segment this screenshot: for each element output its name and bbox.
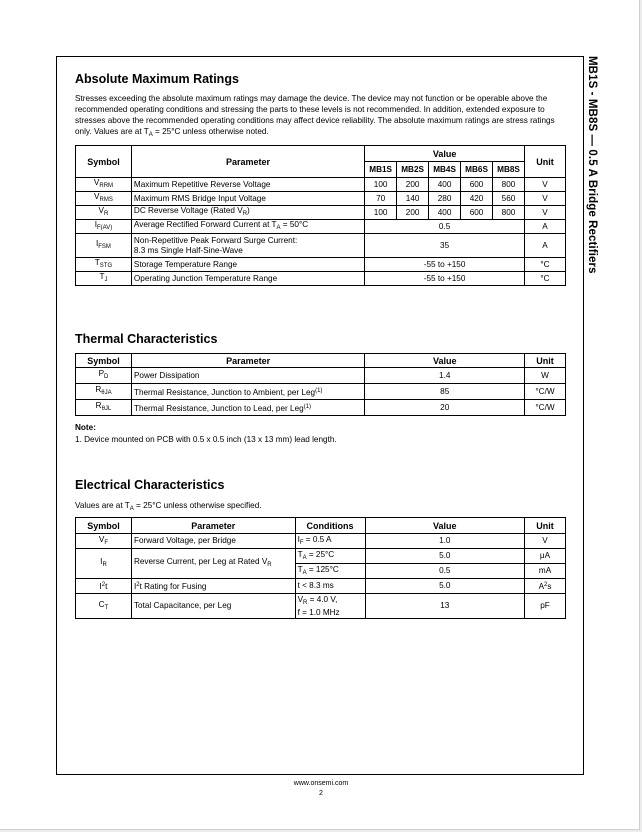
thermal-note-text: 1. Device mounted on PCB with 0.5 x 0.5 inch (13 x 13 mm) lead length. xyxy=(75,435,337,444)
table-cell: W xyxy=(525,368,566,384)
cell-text: = 4.0 V, xyxy=(307,594,338,604)
abs-intro-text: Stresses exceeding the absolute maximum ratings may damage the device. The device may not function or be operable above the recommended operating conditions and stressing the parts to these levels is not recommended. In addition, extended exposure to stresses above the recommended operating conditions may affect device reliability. The absolute maximum ratings are stress ratings only. Values are at xyxy=(75,94,555,136)
table-cell xyxy=(131,220,364,234)
table-cell xyxy=(131,579,295,594)
cell-text: A xyxy=(538,582,545,591)
elec-h-symbol: Symbol xyxy=(76,518,132,534)
cell-text: T xyxy=(297,564,303,574)
cell-text: F xyxy=(299,539,304,546)
cell-text: = 50°C xyxy=(280,220,309,229)
table-cell xyxy=(131,400,364,416)
footer-site: www.onsemi.com xyxy=(293,780,349,787)
cell-text: Non-Repetitive Peak Forward Surge Current: xyxy=(133,235,298,245)
thermal-table xyxy=(75,353,566,416)
thermal-h-value: Value xyxy=(365,354,525,368)
table-cell: °C/W xyxy=(525,384,566,400)
cell-text: D xyxy=(104,374,109,380)
elec-row-i2t xyxy=(76,579,566,594)
abs-part-5: MB8S xyxy=(493,162,525,178)
elec-h-conditions: Conditions xyxy=(295,518,365,534)
cell-text: F xyxy=(104,539,109,546)
cell-text: t Rating for Fusing xyxy=(139,582,207,591)
abs-intro-ta-sub: A xyxy=(148,132,153,138)
abs-row-vrrm xyxy=(76,178,566,192)
table-cell xyxy=(76,594,132,619)
footer-page-number: 2 xyxy=(319,790,323,797)
abs-row-ifav xyxy=(76,220,566,234)
table-cell: 5.0 xyxy=(365,549,525,564)
cell-text: RMS xyxy=(99,197,113,203)
table-cell: V xyxy=(525,192,566,206)
table-cell: 800 xyxy=(493,178,525,192)
abs-param: Maximum Repetitive Reverse Voltage xyxy=(131,178,364,192)
elec-h-value: Value xyxy=(365,518,525,534)
abs-row-tstg xyxy=(76,258,566,272)
table-cell: Forward Voltage, per Bridge xyxy=(131,534,295,549)
cell-text: R xyxy=(104,211,109,217)
table-cell: -55 to +150 xyxy=(365,272,525,286)
cell-text: Thermal Resistance, Junction to Ambient, per Leg xyxy=(133,387,316,397)
table-cell: t < 8.3 ms xyxy=(295,579,365,594)
table-cell xyxy=(76,220,132,234)
table-cell: V xyxy=(525,178,566,192)
table-cell: 100 xyxy=(365,206,397,220)
cell-text: = 125°C xyxy=(306,564,339,574)
cell-text: F(AV) xyxy=(96,225,113,231)
table-cell: Storage Temperature Range xyxy=(131,258,364,272)
table-cell xyxy=(295,564,365,579)
elec-row-vf xyxy=(76,534,566,549)
abs-part-3: MB4S xyxy=(429,162,461,178)
table-cell: mA xyxy=(525,564,566,579)
thermal-row-rja xyxy=(76,384,566,400)
table-cell xyxy=(76,272,132,286)
table-cell: 200 xyxy=(397,206,429,220)
table-cell: Total Capacitance, per Leg xyxy=(131,594,295,619)
cell-text: f = 1.0 MHz xyxy=(297,607,340,617)
cell-text: P xyxy=(98,369,105,378)
table-cell xyxy=(76,579,132,594)
cell-text: ) xyxy=(247,206,250,215)
thermal-h-symbol: Symbol xyxy=(76,354,132,368)
cell-text: T xyxy=(94,258,100,267)
table-cell: A xyxy=(525,234,566,258)
abs-part-1: MB1S xyxy=(365,162,397,178)
abs-row-vrms xyxy=(76,192,566,206)
cell-text: STG xyxy=(99,263,113,269)
table-cell: 140 xyxy=(397,192,429,206)
abs-intro-end: = 25°C unless otherwise noted. xyxy=(152,127,269,136)
table-cell xyxy=(76,258,132,272)
table-cell: 800 xyxy=(493,206,525,220)
abs-h-parameter: Parameter xyxy=(131,146,364,178)
table-cell xyxy=(76,234,132,258)
thermal-row-pd xyxy=(76,368,566,384)
cell-text: A xyxy=(276,225,281,231)
table-cell xyxy=(76,192,132,206)
table-cell xyxy=(76,534,132,549)
sidebar-title-text: MB1S - MB8S — 0.5 A Bridge Rectifiers xyxy=(586,56,598,274)
thermal-h-unit: Unit xyxy=(525,354,566,368)
cell-text: Thermal Resistance, Junction to Lead, per Leg xyxy=(133,403,304,413)
cell-text: A xyxy=(302,554,307,561)
elec-h-unit: Unit xyxy=(525,518,566,534)
cell-text: T xyxy=(104,604,109,611)
cell-text: 2 xyxy=(544,582,548,588)
abs-intro-ta: T xyxy=(143,127,149,136)
cell-text: R xyxy=(242,211,248,217)
abs-row-vr xyxy=(76,206,566,220)
table-cell: 70 xyxy=(365,192,397,206)
table-cell: 400 xyxy=(429,178,461,192)
thermal-title: Thermal Characteristics xyxy=(75,332,218,346)
table-cell xyxy=(76,549,132,579)
abs-intro xyxy=(75,93,566,141)
table-cell: V xyxy=(525,534,566,549)
thermal-h-parameter: Parameter xyxy=(131,354,364,368)
sidebar-title xyxy=(584,56,610,456)
abs-part-4: MB6S xyxy=(461,162,493,178)
table-cell: A xyxy=(525,220,566,234)
table-cell: 13 xyxy=(365,594,525,619)
thermal-row-rjl xyxy=(76,400,566,416)
table-cell: 200 xyxy=(397,178,429,192)
abs-part-2: MB2S xyxy=(397,162,429,178)
abs-row-ifsm xyxy=(76,234,566,258)
cell-text: 8.3 ms Single Half-Sine-Wave xyxy=(133,245,243,255)
elec-row-ir-1 xyxy=(76,549,566,564)
table-cell: 1.0 xyxy=(365,534,525,549)
table-cell: 400 xyxy=(429,206,461,220)
table-cell xyxy=(76,400,132,416)
cell-text: DC Reverse Voltage (Rated V xyxy=(133,206,243,215)
abs-h-unit: Unit xyxy=(525,146,566,178)
cell-text: 2 xyxy=(101,582,106,588)
table-cell: 1.4 xyxy=(365,368,525,384)
abs-row-tj xyxy=(76,272,566,286)
cell-text: C xyxy=(98,599,105,609)
table-cell: °C xyxy=(525,258,566,272)
cell-text: R xyxy=(95,401,102,410)
cell-text: J xyxy=(104,277,108,283)
table-cell xyxy=(76,368,132,384)
cell-text: FSM xyxy=(98,244,111,250)
table-cell xyxy=(131,206,364,220)
table-cell: 85 xyxy=(365,384,525,400)
cell-text: V xyxy=(98,534,105,544)
table-cell xyxy=(295,549,365,564)
abs-h-value: Value xyxy=(365,146,525,162)
table-cell xyxy=(76,178,132,192)
cell-text: s xyxy=(547,582,552,591)
elec-table xyxy=(75,517,566,619)
cell-text: I xyxy=(297,534,300,544)
elec-title: Electrical Characteristics xyxy=(75,478,225,492)
table-cell: 20 xyxy=(365,400,525,416)
elec-h-parameter: Parameter xyxy=(131,518,295,534)
abs-table xyxy=(75,145,566,286)
cell-text: V xyxy=(94,192,100,201)
table-cell: 0.5 xyxy=(365,564,525,579)
table-cell: Maximum RMS Bridge Input Voltage xyxy=(131,192,364,206)
table-cell: 560 xyxy=(493,192,525,206)
table-cell: 420 xyxy=(461,192,493,206)
cell-text: I xyxy=(95,239,99,248)
cell-text: R xyxy=(267,562,272,568)
table-cell: °C/W xyxy=(525,400,566,416)
cell-text: 2 xyxy=(136,582,140,588)
cell-text: RRM xyxy=(99,183,114,189)
thermal-note-label: Note: xyxy=(75,423,96,432)
cell-text: θJL xyxy=(101,406,112,412)
abs-h-symbol: Symbol xyxy=(76,146,132,178)
cell-text: I xyxy=(100,557,103,566)
cell-text: R xyxy=(95,385,102,394)
table-cell: μA xyxy=(525,549,566,564)
table-cell xyxy=(76,384,132,400)
table-cell: Power Dissipation xyxy=(131,368,364,384)
cell-text: I xyxy=(133,582,137,591)
table-cell xyxy=(131,234,364,258)
cell-text: = 0.5 A xyxy=(303,534,332,544)
cell-text: = 25°C xyxy=(306,549,335,559)
cell-text: R xyxy=(102,562,107,568)
cell-text: θJA xyxy=(101,390,112,396)
cell-text: Reverse Current, per Leg at Rated V xyxy=(133,557,268,566)
cell-text: V xyxy=(93,178,100,187)
table-cell: V xyxy=(525,206,566,220)
table-cell: pF xyxy=(525,594,566,619)
cell-text: (1) xyxy=(303,403,312,410)
table-cell: 600 xyxy=(461,178,493,192)
table-cell: 280 xyxy=(429,192,461,206)
table-cell xyxy=(131,384,364,400)
table-cell xyxy=(76,206,132,220)
table-cell xyxy=(295,534,365,549)
cell-text: I xyxy=(94,220,97,229)
table-cell: 0.5 xyxy=(365,220,525,234)
cell-text: T xyxy=(297,549,303,559)
cell-text: R xyxy=(303,599,308,606)
table-cell xyxy=(295,594,365,619)
cell-text: t xyxy=(105,582,108,591)
table-cell: -55 to +150 xyxy=(365,258,525,272)
table-cell: °C xyxy=(525,272,566,286)
table-cell: 100 xyxy=(365,178,397,192)
elec-intro: Values are at $T_A = 25^\circ C$ unless otherwise specified. xyxy=(75,501,262,512)
cell-text: V xyxy=(98,206,105,215)
cell-text: A xyxy=(302,569,307,576)
table-cell: Operating Junction Temperature Range xyxy=(131,272,364,286)
table-cell: 600 xyxy=(461,206,493,220)
abs-title: Absolute Maximum Ratings xyxy=(75,72,239,86)
table-cell: 5.0 xyxy=(365,579,525,594)
cell-text: I xyxy=(99,582,102,591)
cell-text: (1) xyxy=(315,387,323,394)
table-cell: 35 xyxy=(365,234,525,258)
table-cell xyxy=(131,549,295,579)
elec-row-ct xyxy=(76,594,566,619)
table-cell xyxy=(525,579,566,594)
cell-text: V xyxy=(297,594,304,604)
cell-text: Average Rectified Forward Current at T xyxy=(133,220,277,229)
cell-text: T xyxy=(99,272,105,281)
